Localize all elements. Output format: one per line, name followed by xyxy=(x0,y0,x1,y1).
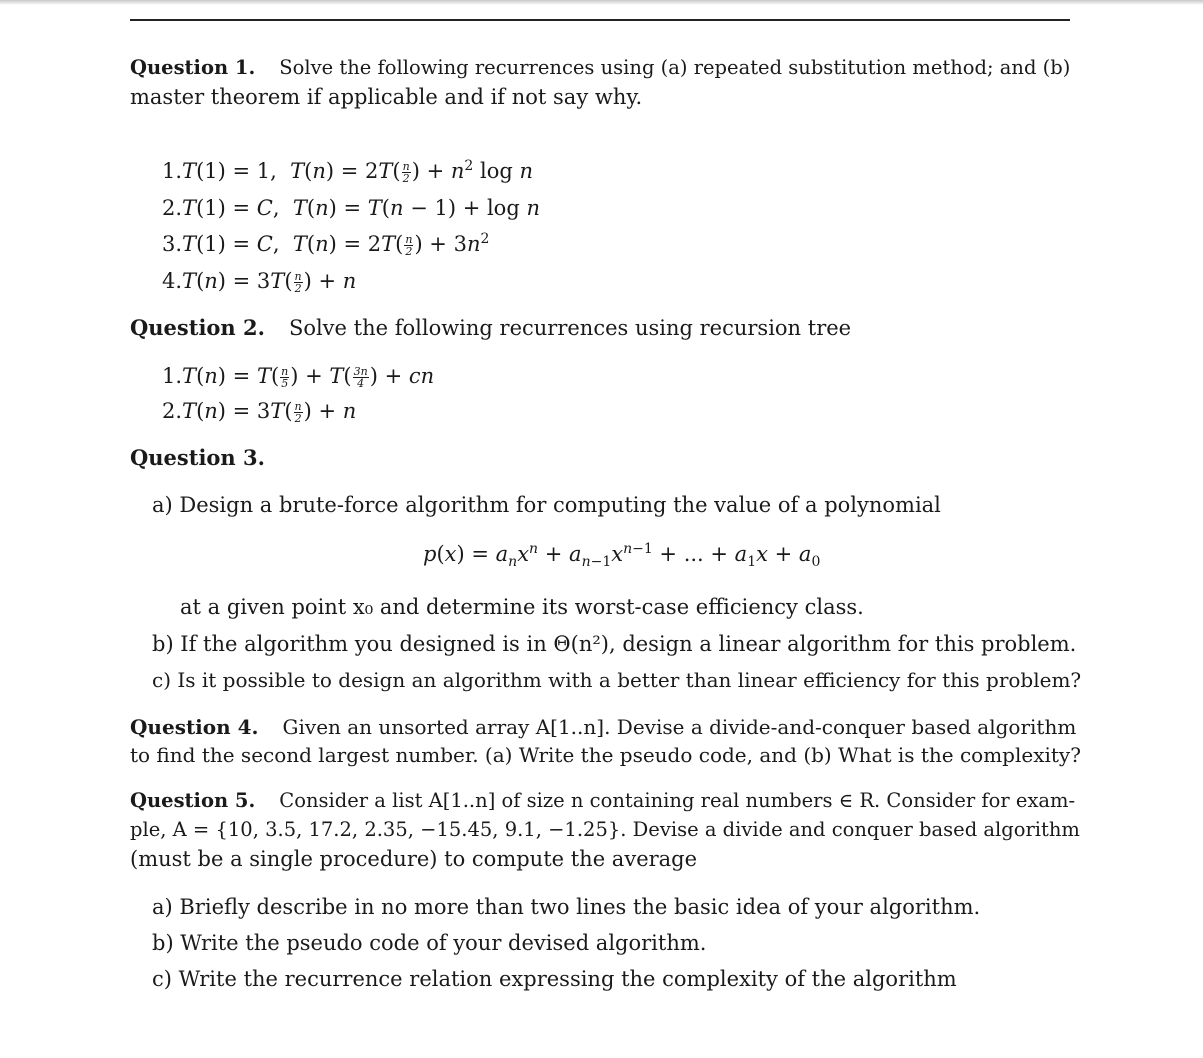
q1-label: Question 1. xyxy=(130,56,256,79)
q1-recurrence-4: 4.T(n) = 3T( $\frac{n}{2}$ ) + n xyxy=(162,269,357,295)
top-shadow xyxy=(0,0,1203,5)
q5-line1 xyxy=(130,787,1075,815)
q2-recurrence-2: 2.T(n) = 3T( $\frac{n}{2}$ ) + n xyxy=(162,399,357,425)
q2-line xyxy=(130,314,851,342)
q3-label-line xyxy=(130,444,289,472)
q3-a-line2: at a given point x₀ and determine its worst-case efficiency class. xyxy=(180,595,864,619)
q1-line1 xyxy=(130,54,1070,82)
q4-line1 xyxy=(130,713,1076,741)
q2-recurrence-1: 1.T(n) = T( $\frac{n}{5}$ ) + T( $\frac{3n}{4}$ ) + cn xyxy=(162,364,435,390)
q2-text: Solve the following recurrences using recursion tree xyxy=(288,316,852,340)
q4-text-line2: to find the second largest number. (a) Write the pseudo code, and (b) What is the complexity? xyxy=(130,743,1081,767)
q3-c: c) Is it possible to design an algorithm with a better than linear efficiency for this problem? xyxy=(152,668,1082,692)
q5-text-line2: ple, A = {10, 3.5, 17.2, 2.35, −15.45, 9.1, −1.25}. Devise a divide and conquer based algorithm xyxy=(130,818,1080,841)
q3-b: b) If the algorithm you designed is in Θ(n²), design a linear algorithm for this problem. xyxy=(152,632,1077,656)
q5-b: b) Write the pseudo code of your devised algorithm. xyxy=(152,931,707,955)
q2-label: Question 2. xyxy=(130,315,265,340)
q5-c: c) Write the recurrence relation expressing the complexity of the algorithm xyxy=(152,967,957,991)
q1-recurrence-2: 2.T(1) = C, T(n) = T(n − 1) + log n xyxy=(162,196,540,220)
q3-label: Question 3. xyxy=(130,445,265,470)
header-rule xyxy=(130,19,1070,21)
q5-label: Question 5. xyxy=(130,789,256,812)
q3-a-line1: a) Design a brute-force algorithm for computing the value of a polynomial xyxy=(152,493,941,517)
q1-text-line2: master theorem if applicable and if not say why. xyxy=(130,85,643,109)
q3-polynomial: $p(x) = a_nx^n + a_{n-1}x^{n-1}$ + ... + $a_1x + a_0$ xyxy=(423,541,821,571)
q4-label: Question 4. xyxy=(130,715,259,739)
q5-text-line3: (must be a single procedure) to compute the average xyxy=(130,847,698,871)
q4-text-line1: Given an unsorted array A[1..n]. Devise a divide-and-conquer based algorithm xyxy=(282,715,1077,739)
q1-recurrence-3: 3.T(1) = C, T(n) = 2T( $\frac{n}{2}$ ) + $3n^2$ xyxy=(162,231,490,258)
q5-a: a) Briefly describe in no more than two lines the basic idea of your algorithm. xyxy=(152,895,981,919)
q5-text-line1: Consider a list A[1..n] of size n containing real numbers ∈ R. Consider for exam- xyxy=(279,789,1076,812)
q1-text-line1: Solve the following recurrences using (a) repeated substitution method; and (b) xyxy=(279,56,1071,79)
q1-recurrence-1: 1.T(1) = 1, T(n) = 2T( $\frac{n}{2}$ ) + $n^2$ log n xyxy=(162,158,533,185)
